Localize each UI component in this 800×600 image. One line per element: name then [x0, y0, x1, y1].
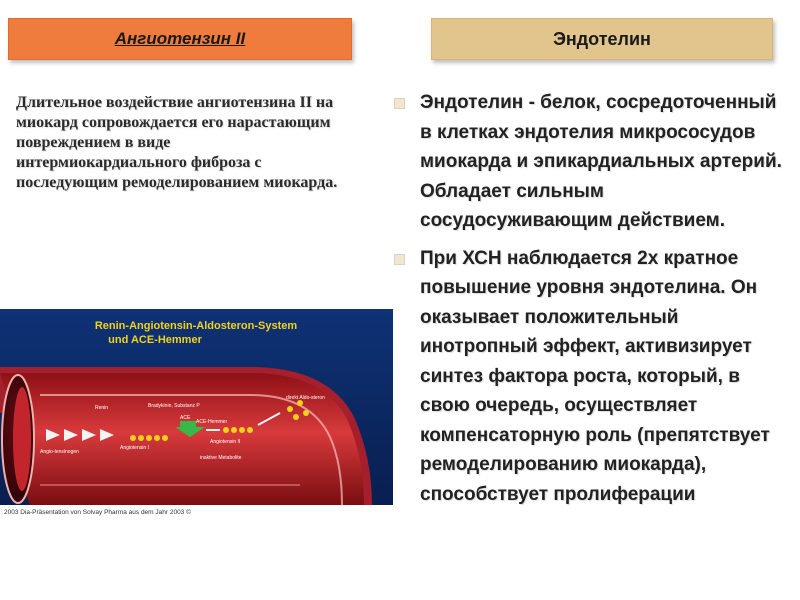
square-bullet-icon — [394, 98, 405, 109]
raas-diagram-image — [0, 309, 393, 533]
header-endothelin — [431, 18, 773, 60]
label-angiotensin-i: Angiotensin I — [120, 445, 149, 451]
header-angiotensin — [8, 18, 352, 60]
list-item — [390, 244, 790, 510]
bullet-text: При ХСН наблюдается 2х кратное повышение уровня эндотелина. Он оказывает положительный инотропный эффект, активизирует синтез фактора роста, который, в свою очередь, осуществляет компенсаторную роль (препятствует ремоделированию миокарда), способствует пролиферации — [420, 247, 770, 505]
label-angiotensinogen: Angio-tensinogen — [40, 449, 79, 455]
header-endothelin-label: Эндотелин — [553, 28, 651, 49]
endothelin-bullet-list — [390, 88, 790, 517]
angiotensin-description: Длительное воздействие ангиотензина II на миокард сопровождается его нарастающим повреждением в виде интермиокардиального фиброза с последующим ремоделированием миокарда. — [16, 94, 338, 191]
label-aldosteron: direkt Aldo-steron — [286, 395, 325, 401]
bullet-text: Эндотелин - белок, сосредоточенный в клетках эндотелия микрососудов миокарда и эпикардиальных артерий. Обладает сильным сосудосуживающим действием. — [420, 92, 782, 231]
label-bradykinin: Bradykinin, Substanz P — [148, 403, 200, 409]
list-item — [390, 88, 790, 236]
square-bullet-icon — [394, 254, 405, 265]
label-angiotensin-ii: Angiotensin II — [210, 439, 241, 445]
image-caption: 2003 Dia-Präsentation von Solvay Pharma aus dem Jahr 2003 © — [4, 509, 191, 516]
label-inactive: inaktive Metabolite — [200, 455, 242, 461]
label-renin: Renin — [95, 405, 109, 411]
image-title-line2: und ACE-Hemmer — [108, 334, 202, 346]
label-ace: ACE — [180, 415, 191, 421]
header-angiotensin-label: Ангиотензин II — [114, 29, 246, 48]
label-ace-hemmer: ACE-Hemmer — [196, 419, 228, 425]
image-title-line1: Renin-Angiotensin-Aldosteron-System — [94, 320, 298, 332]
